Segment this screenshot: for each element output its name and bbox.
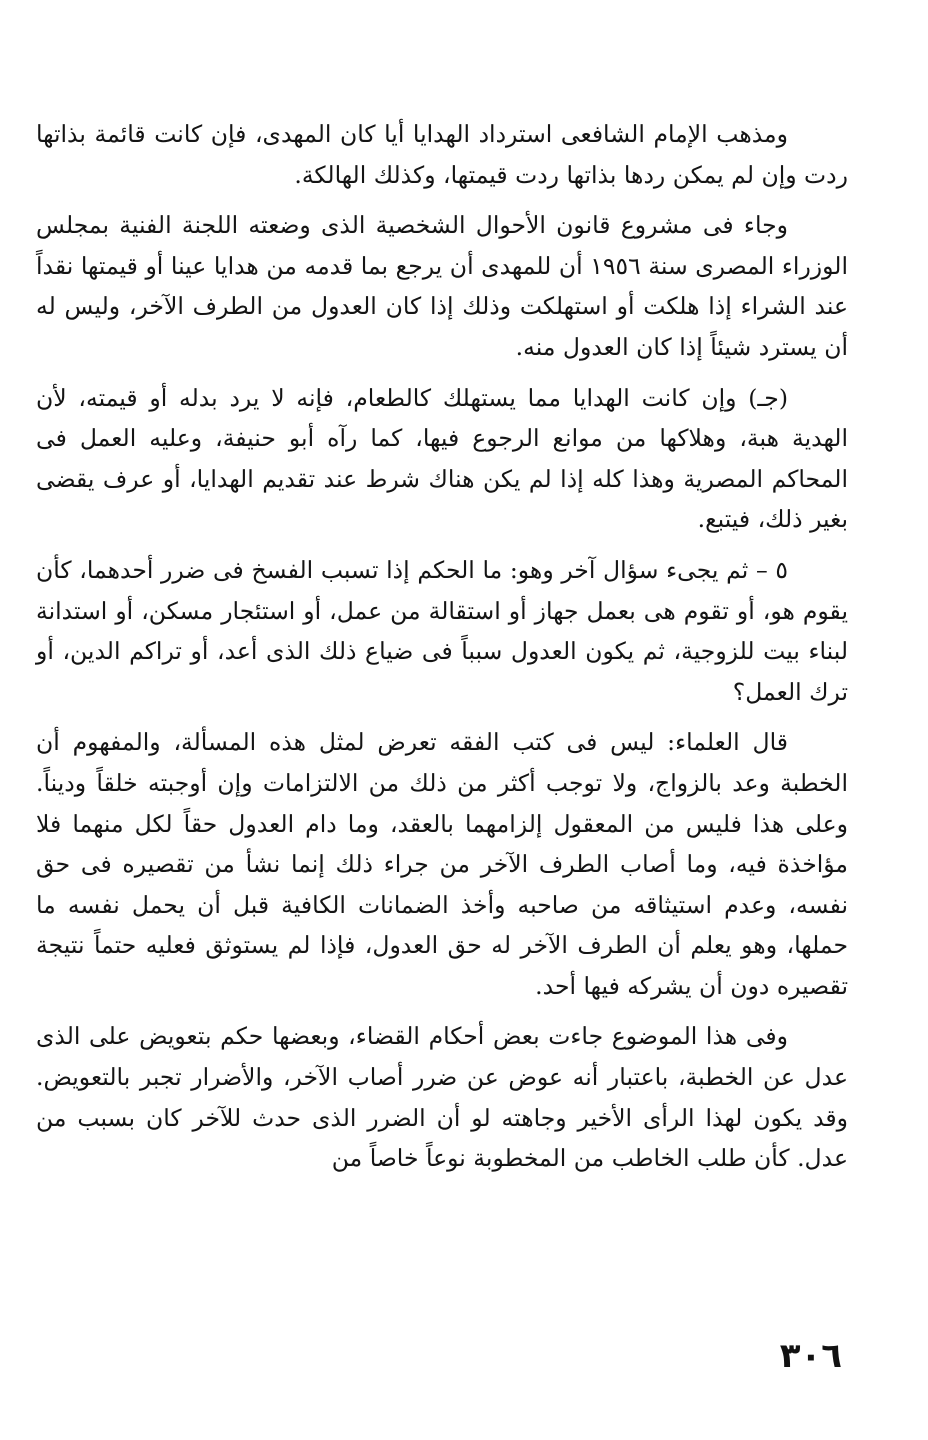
body-text [36, 114, 848, 1189]
paragraph-5: قال العلماء: ليس فى كتب الفقه تعرض لمثل هذه المسألة، والمفهوم أن الخطبة وعد بالزواج، ولا توجب أكثر من ذلك من الالتزامات وإن أوجبته خلقاً وديناً. وعلى هذا فليس من المعقول إلزامهما بالعقد، وما دام العدول حقاً لكل منهما فلا مؤاخذة فيه، وما أصاب الطرف الآخر من جراء ذلك إنما نشأ من تقصيره فى حق نفسه، وعدم استيثاقه من صاحبه وأخذ الضمانات الكافية قبل أن يحمل نفسه ما حملها، وهو يعلم أن الطرف الآخر له حق العدول، فإذا لم يستوثق فعليه حتماً نتيجة تقصيره دون أن يشركه فيها أحد. [36, 728, 848, 1000]
paragraph-4: ٥ – ثم يجىء سؤال آخر وهو: ما الحكم إذا تسبب الفسخ فى ضرر أحدهما، كأن يقوم هو، أو تقوم هى بعمل جهاز أو استقالة من عمل، أو استئجار مسكن، أو استدانة لبناء بيت للزوجية، ثم يكون العدول سبباً فى ضياع ذلك الذى أعد، أو تراكم الدين، أو ترك العمل؟ [36, 555, 848, 706]
paragraph-3: (جـ) وإن كانت الهدايا مما يستهلك كالطعام، فإنه لا يرد بدله أو قيمته، لأن الهدية هبة، وهلاكها من موانع الرجوع فيها، كما رآه أبو حنيفة، وعليه العمل فى المحاكم المصرية وهذا كله إذا لم يكن هناك شرط عند تقديم الهدايا، أو عرف يقضى بغير ذلك، فيتبع. [36, 383, 848, 534]
paragraph-6: وفى هذا الموضوع جاءت بعض أحكام القضاء، وبعضها حكم بتعويض على الذى عدل عن الخطبة، باعتبار أنه عوض عن ضرر أصاب الآخر، والأضرار تجبر بالتعويض. وقد يكون لهذا الرأى الأخير وجاهته لو أن الضرر الذى حدث للآخر كان بسبب من عدل. كأن طلب الخاطب من المخطوبة نوعاً خاصاً من [36, 1022, 848, 1173]
page-number: ٣٠٦ [779, 1336, 842, 1376]
paragraph-1: ومذهب الإمام الشافعى استرداد الهدايا أيا كان المهدى، فإن كانت قائمة بذاتها ردت وإن لم يمكن ردها بذاتها ردت قيمتها، وكذلك الهالكة. [36, 120, 848, 189]
paragraph-2: وجاء فى مشروع قانون الأحوال الشخصية الذى وضعته اللجنة الفنية بمجلس الوزراء المصرى سنة ١٩٥٦ أن للمهدى أن يرجع بما قدمه من هدايا عينا أو قيمتها نقداً عند الشراء إذا هلكت أو استهلكت وذلك إذا كان العدول من الطرف الآخر، وليس له أن يسترد شيئاً إذا كان العدول منه. [36, 211, 848, 361]
